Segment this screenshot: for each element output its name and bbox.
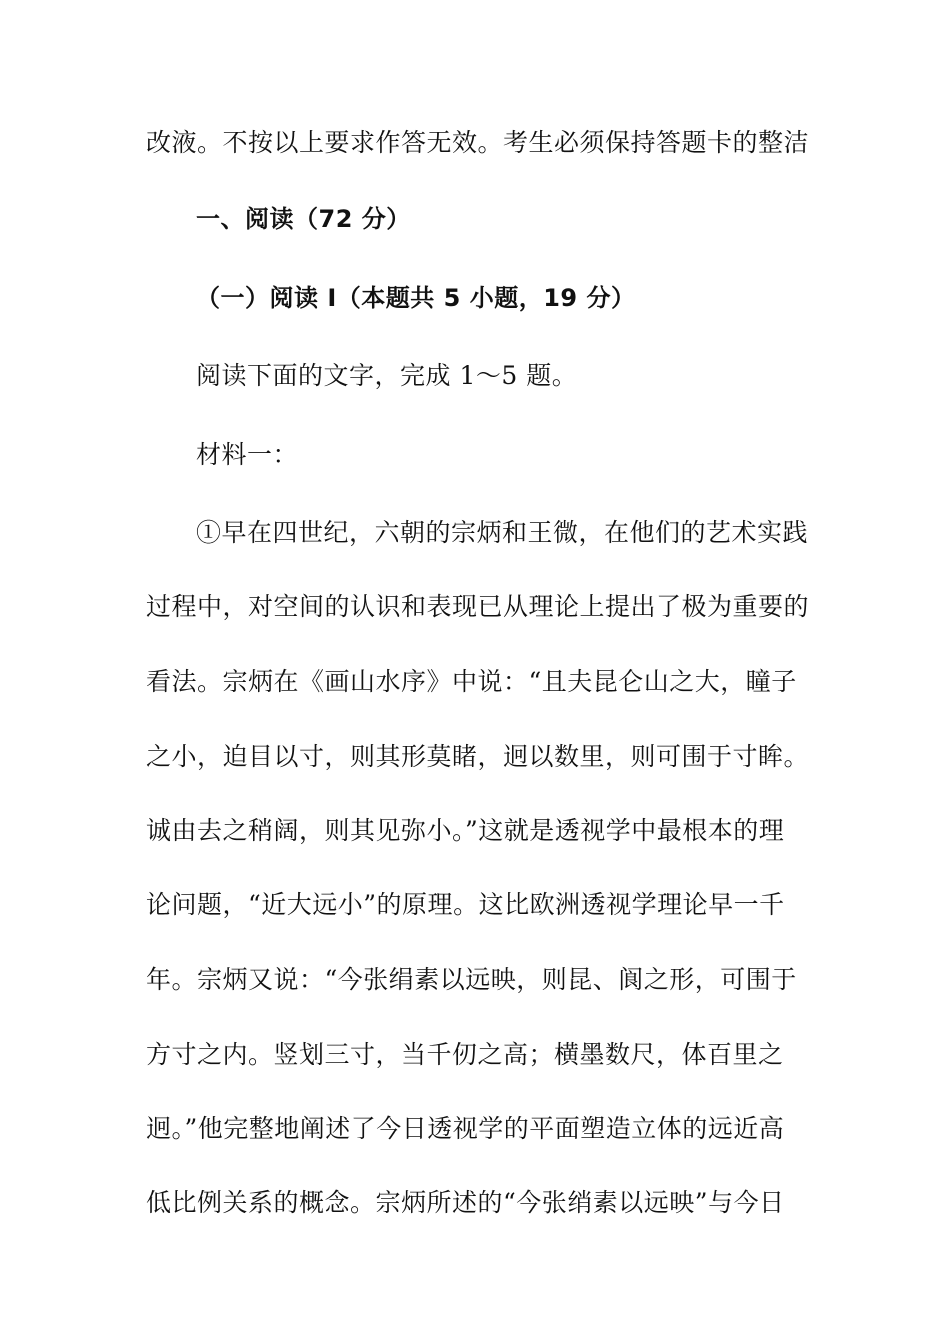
paragraph-line: 低比例关系的概念。宗炳所述的“今张绡素以远映”与今日 bbox=[146, 1188, 785, 1217]
paragraph-line: 过程中，对空间的认识和表现已从理论上提出了极为重要的 bbox=[146, 592, 810, 621]
paragraph-line: 论问题，“近大远小”的原理。这比欧洲透视学理论早一千 bbox=[146, 890, 785, 919]
paragraph-line: 之小，迫目以寸，则其形莫睹，迥以数里，则可围于寸眸。 bbox=[146, 742, 810, 771]
paragraph-line: 迥。”他完整地阐述了今日透视学的平面塑造立体的远近高 bbox=[146, 1114, 785, 1143]
paragraph-line: 方寸之内。竖划三寸，当千仞之高；横墨数尺，体百里之 bbox=[146, 1040, 784, 1069]
instruction-text: 阅读下面的文字，完成 1～5 题。 bbox=[196, 361, 578, 390]
paragraph-line: ①早在四世纪，六朝的宗炳和王微，在他们的艺术实践 bbox=[196, 518, 809, 547]
material-label: 材料一： bbox=[196, 440, 299, 469]
paragraph-line: 诚由去之稍阔，则其见弥小。”这就是透视学中最根本的理 bbox=[146, 816, 785, 845]
subsection-heading: （一）阅读 I（本题共 5 小题，19 分） bbox=[196, 284, 636, 312]
paragraph-line: 年。宗炳又说：“今张绢素以远映，则昆、阆之形，可围于 bbox=[146, 965, 797, 994]
text-line: 改液。不按以上要求作答无效。考生必须保持答题卡的整洁 bbox=[146, 128, 810, 157]
paragraph-line: 看法。宗炳在《画山水序》中说：“且夫昆仑山之大，瞳子 bbox=[146, 667, 797, 696]
section-heading: 一、阅读（72 分） bbox=[196, 205, 411, 233]
